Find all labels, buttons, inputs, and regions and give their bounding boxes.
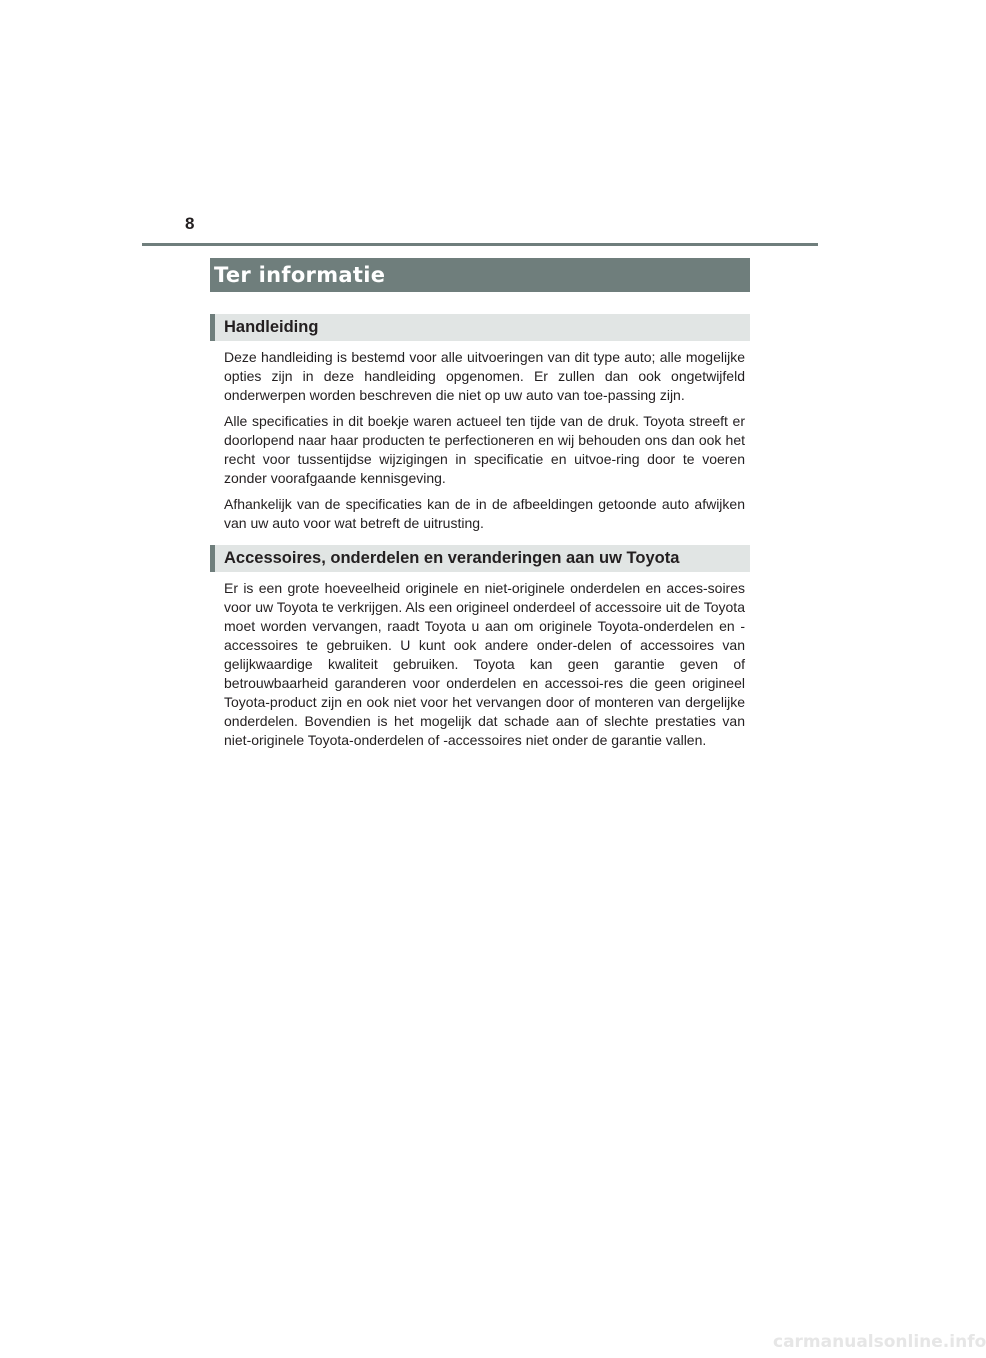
subsection-title: Handleiding <box>224 318 319 336</box>
header-rule <box>142 243 818 246</box>
subsection-body-handleiding <box>224 348 745 540</box>
paragraph: Er is een grote hoeveelheid originele en niet-originele onderdelen en acces-soires voor uw Toyota te verkrijgen. Als een origineel onderdeel of accessoire uit de Toyota moet worden vervangen, raadt Toyota u aan om originele Toyota-onderdelen en -accessoires te gebruiken. U kunt ook andere onder-delen of accessoires van gelijkwaardige kwaliteit gebruiken. Toyota kan geen garantie geven of betrouwbaarheid garanderen voor onderdelen en accessoi-res die geen origineel Toyota-product zijn en ook niet voor het vervangen door of monteren van dergelijke onderdelen. Bovendien is het mogelijk dat schade aan of slechte prestaties van niet-originele Toyota-onderdelen of -accessoires niet onder de garantie vallen. <box>224 580 745 748</box>
subsection-title: Accessoires, onderdelen en veranderingen aan uw Toyota <box>224 549 680 567</box>
paragraph: Alle specificaties in dit boekje waren actueel ten tijde van de druk. Toyota streeft er doorlopend naar haar producten te perfectioneren en wij behouden ons dan ook het recht voor tussentijdse wijzigingen in specificatie en uitvoe-ring door te voeren zonder voorafgaande kennisgeving. <box>224 413 745 486</box>
watermark-text: carmanualsonline.info <box>773 1332 986 1352</box>
subsection-header-accessoires <box>210 545 750 572</box>
paragraph: Afhankelijk van de specificaties kan de in de afbeeldingen getoonde auto afwijken van uw auto voor wat betreft de uitrusting. <box>224 496 745 531</box>
subsection-body-accessoires <box>224 579 745 757</box>
section-title: Ter informatie <box>214 263 386 287</box>
paragraph: Deze handleiding is bestemd voor alle uitvoeringen van dit type auto; alle mogelijke opties zijn in deze handleiding opgenomen. Er zullen dan ook ongetwijfeld onderwerpen worden beschreven die niet op uw auto van toe-passing zijn. <box>224 349 745 403</box>
page-number: 8 <box>185 214 195 233</box>
subsection-header-handleiding <box>210 314 750 341</box>
section-banner <box>210 258 750 292</box>
